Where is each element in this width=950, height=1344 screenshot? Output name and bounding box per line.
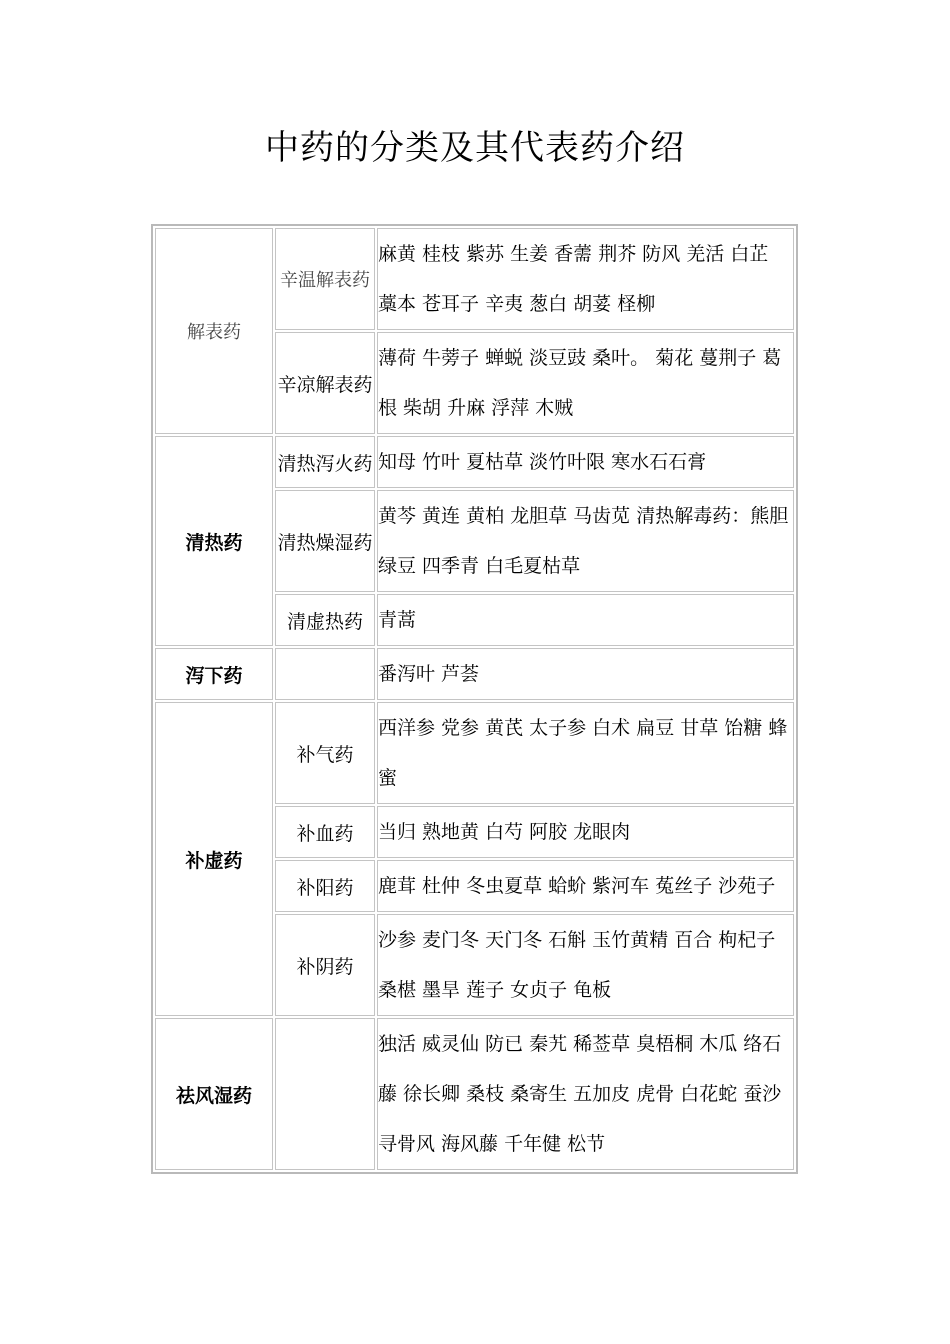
herb-list-cell: 鹿茸 杜仲 冬虫夏草 蛤蚧 紫河车 菟丝子 沙苑子	[377, 860, 794, 912]
herb-list-cell: 西洋参 党参 黄芪 太子参 白术 扁豆 甘草 饴糖 蜂蜜	[377, 702, 794, 804]
table-row	[155, 436, 794, 488]
herb-classification-table	[151, 224, 798, 1174]
herb-list-cell: 麻黄 桂枝 紫苏 生姜 香薷 荆芥 防风 羌活 白芷 藁本 苍耳子 辛夷 葱白 胡荽 柽柳	[377, 228, 794, 330]
subcategory-cell: 补阳药	[275, 860, 375, 912]
herb-list-cell: 知母 竹叶 夏枯草 淡竹叶限 寒水石石膏	[377, 436, 794, 488]
herb-list-cell: 黄芩 黄连 黄柏 龙胆草 马齿苋 清热解毒药：熊胆 绿豆 四季青 白毛夏枯草	[377, 490, 794, 592]
herb-list-cell: 当归 熟地黄 白芍 阿胶 龙眼肉	[377, 806, 794, 858]
subcategory-cell: 清虚热药	[275, 594, 375, 646]
subcategory-cell	[275, 648, 375, 700]
herb-list-cell: 青蒿	[377, 594, 794, 646]
subcategory-cell: 清热泻火药	[275, 436, 375, 488]
subcategory-cell: 补血药	[275, 806, 375, 858]
table-row	[155, 648, 794, 700]
herb-list-cell: 独活 威灵仙 防已 秦艽 稀莶草 臭梧桐 木瓜 络石藤 徐长卿 桑枝 桑寄生 五加皮 虎骨 白花蛇 蚕沙 寻骨风 海风藤 千年健 松节	[377, 1018, 794, 1170]
subcategory-cell: 补气药	[275, 702, 375, 804]
category-cell: 泻下药	[155, 648, 273, 700]
category-cell: 祛风湿药	[155, 1018, 273, 1170]
subcategory-cell: 清热燥湿药	[275, 490, 375, 592]
herb-list-cell: 沙参 麦门冬 天门冬 石斛 玉竹黄精 百合 枸杞子 桑椹 墨旱 莲子 女贞子 龟板	[377, 914, 794, 1016]
page-title: 中药的分类及其代表药介绍	[265, 128, 685, 168]
table-row	[155, 702, 794, 804]
subcategory-cell: 辛凉解表药	[275, 332, 375, 434]
category-cell: 补虚药	[155, 702, 273, 1016]
table-row	[155, 228, 794, 330]
table-row	[155, 1018, 794, 1170]
subcategory-cell: 辛温解表药	[275, 228, 375, 330]
herb-list-cell: 薄荷 牛蒡子 蝉蜕 淡豆豉 桑叶。 菊花 蔓荆子 葛根 柴胡 升麻 浮萍 木贼	[377, 332, 794, 434]
category-cell: 清热药	[155, 436, 273, 646]
herb-list-cell: 番泻叶 芦荟	[377, 648, 794, 700]
subcategory-cell	[275, 1018, 375, 1170]
subcategory-cell: 补阴药	[275, 914, 375, 1016]
category-cell: 解表药	[155, 228, 273, 434]
